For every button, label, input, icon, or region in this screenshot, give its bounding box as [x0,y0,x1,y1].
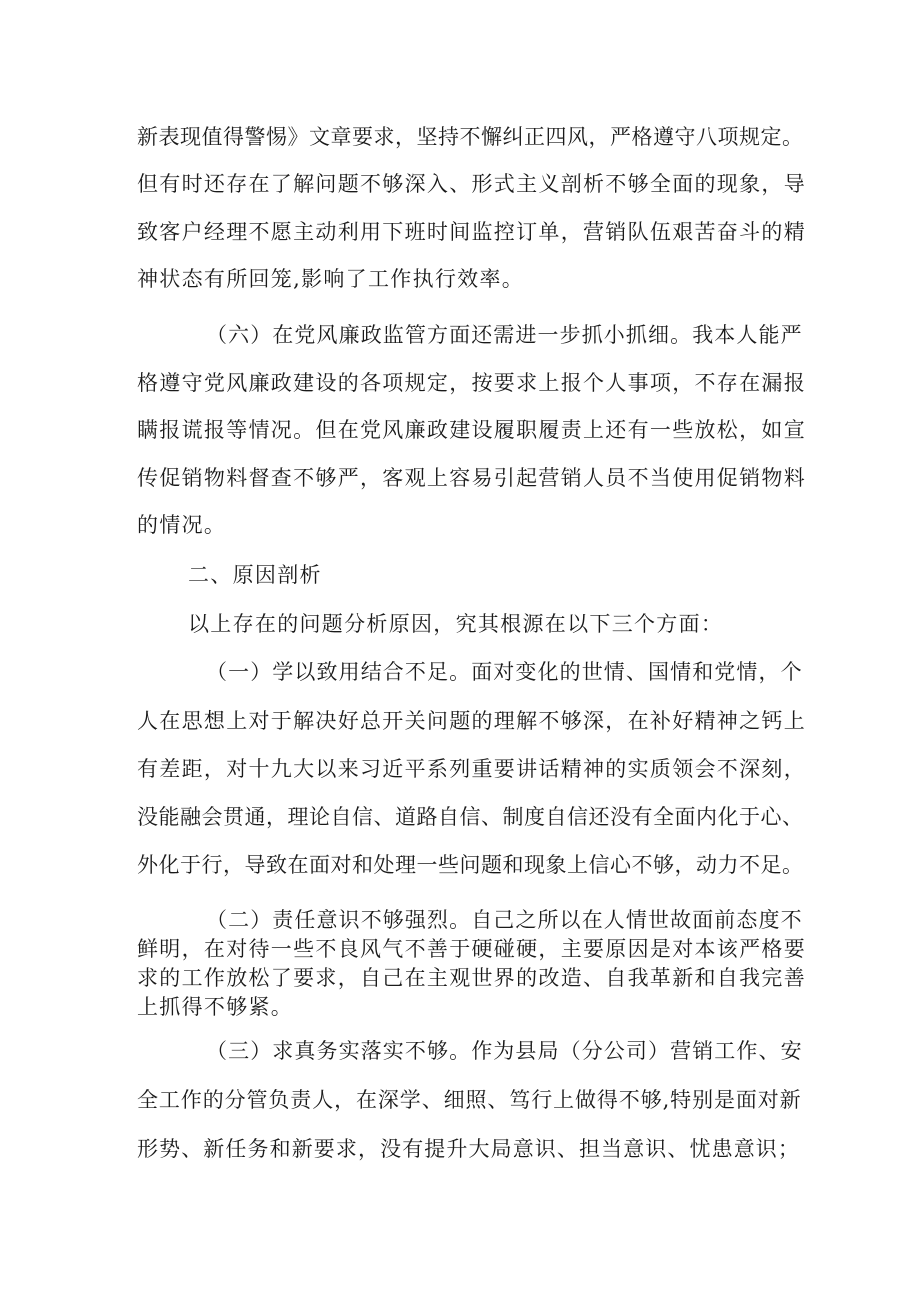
text-line: 没能融会贯通，理论自信、道路自信、制度自信还没有全面内化于心、 [137,805,804,829]
text-line: 但有时还存在了解问题不够深入、形式主义剖析不够全面的现象，导 [137,172,806,196]
text-line: 传促销物料督查不够严，客观上容易引起营销人员不当使用促销物料 [137,466,806,490]
text-line: （三）求真务实落实不够。作为县局（分公司）营销工作、安 [206,1039,803,1063]
text-line: 神状态有所回笼,影响了工作执行效率。 [137,267,525,291]
text-line: 求的工作放松了要求，自己在主观世界的改造、自我革新和自我完善 [137,966,806,990]
text-line: 的情况。 [137,513,227,537]
text-line: （六）在党风廉政监管方面还需进一步抓小抓细。我本人能严 [206,323,803,347]
text-line: 有差距，对十九大以来习近平系列重要讲话精神的实质领会不深刻， [137,757,806,781]
text-line: 致客户经理不愿主动利用下班时间监控订单，营销队伍艰苦奋斗的精 [137,220,806,244]
text-line: 鲜明，在对待一些不良风气不善于硬碰硬，主要原因是对本该严格要 [137,937,806,961]
text-line: 瞒报谎报等情况。但在党风廉政建设履职履责上还有一些放松，如宣 [137,418,806,442]
section-heading: 二、原因剖析 [188,563,322,587]
text-line: 新表现值得警惕》文章要求，坚持不懈纠正四风，严格遵守八项规定。 [137,125,804,149]
text-line: 外化于行，导致在面对和处理一些问题和现象上信心不够，动力不足。 [137,853,804,877]
text-line: 形势、新任务和新要求，没有提升大局意识、担当意识、忧患意识； [137,1137,800,1161]
text-line: 上抓得不够紧。 [137,995,294,1019]
text-line: 以上存在的问题分析原因，究其根源在以下三个方面： [188,612,724,636]
text-line: 格遵守党风廉政建设的各项规定，按要求上报个人事项，不存在漏报 [137,371,806,395]
text-line: （一）学以致用结合不足。面对变化的世情、国情和党情，个 [206,660,803,684]
text-line: （二）责任意识不够强烈。自己之所以在人情世故面前态度不 [206,908,803,932]
text-line: 全工作的分管负责人，在深学、细照、笃行上做得不够,特别是面对新 [137,1088,802,1112]
text-line: 人在思想上对于解决好总开关问题的理解不够深，在补好精神之钙上 [137,709,806,733]
